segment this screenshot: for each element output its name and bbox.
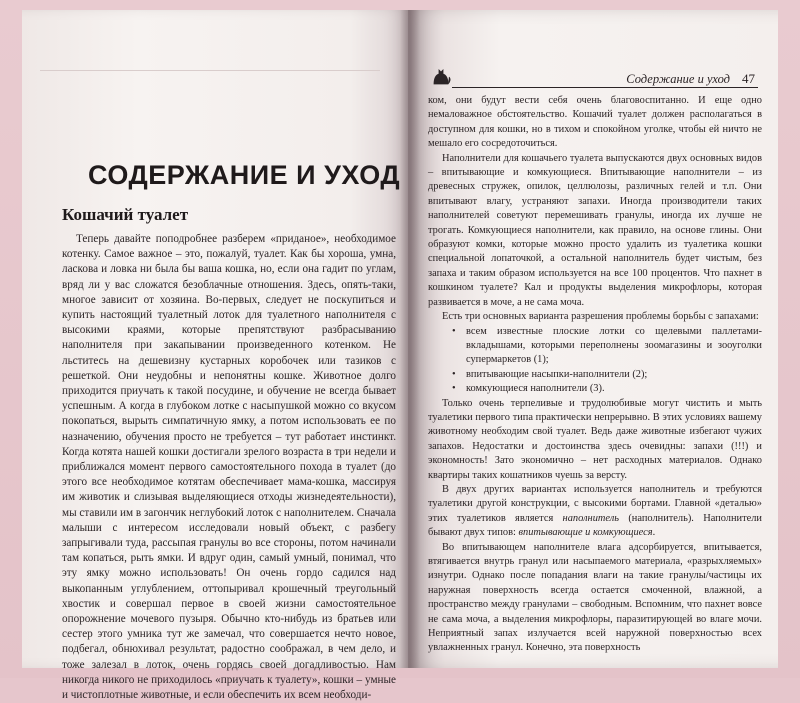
odor-solutions-list — [428, 325, 762, 397]
right-paragraph-5 — [428, 483, 762, 541]
book-gutter — [400, 10, 420, 668]
list-item: • впитывающие насыпки-наполнители (2); — [452, 368, 762, 382]
p5-term: наполнитель — [562, 512, 620, 524]
list-item: • комкующиеся наполнители (3). — [452, 382, 762, 396]
p5-mid: (наполнитель). Наполнители бывают двух типов: — [428, 512, 762, 539]
section-title: Кошачий туалет — [62, 205, 189, 224]
p5-types: впитывающие и комкующиеся — [518, 527, 653, 539]
p5-start: В двух других вариантах используется наполнитель и требуются туалетики другой конструкции, с высокими бортами. Главной «деталью» этих туалетиков является — [428, 483, 762, 524]
page-number: 47 — [742, 71, 755, 86]
cat-silhouette-icon — [430, 64, 452, 86]
running-head: Содержание и уход — [452, 71, 758, 88]
left-page-body — [62, 232, 396, 703]
right-page-body — [428, 94, 762, 656]
right-paragraph-2: Наполнители для кошачьего туалета выпускаются двух основных видов – впитывающие и комкующиеся. Впитывающие наполнители – из древесных стружек, опилок, целлюлозы, различных гелей и т.п. Они впитывают влагу, устраняют запахи. Иногда производители таких наполнителей советуют перемешивать гранулы, иногда их лучше не трогать. Комкующиеся наполнители, как правило, на основе глины. Они образуют комки, которые можно просто удалить из туалетика кошки специальной лопаточкой, а остальной наполнитель будет чистым, без запаха и таким образом используется на все 100 процентов. Что пахнет в кошкином туалете? Кал и продукты выделения микрофлоры, которая развивается в моче, а не сама моча. — [428, 152, 762, 308]
right-paragraph-3: Есть три основных варианта разрешения проблемы борьбы с запахами: — [442, 311, 759, 323]
right-paragraph-6: Во впитывающем наполнителе влага адсорбируется, впитывается, втягивается внутрь гранул или насыпаемого материала, «разрыхляемых» изнутри. Однако после попадания влаги на такие гранулы/частицы их наружная поверхность всегда остается смоченной, влажной, а пространство между гранулами – свободным. Вспомним, что пахнет вовсе не сама моча, а выделения микрофлоры, паразитирующей во влаге мочи. Неприятный запах излучается всей наружной поверхностью всех увлажненных гранул. Конечно, эта поверхность — [428, 541, 762, 654]
right-paragraph-1: ком, они будут вести себя очень благовоспитанно. И еще одно немаловажное обстоятельство. Кошачий туалет должен располагаться в доступном для кошки, но в тихом и спокойном уголке, чтобы ей ничто не мешало его сосредоточиться. — [428, 95, 762, 150]
p5-end: . — [652, 527, 656, 539]
right-paragraph-4: Только очень терпеливые и трудолюбивые могут чистить и мыть туалетики первого типа практически непрерывно. В этих условиях вашему животному необходим свой туалет. Ведь даже животные избегают чужих запахов. Недостатки и достоинства здесь очевидны: запахи (!!!) и экономность! Зато экономично – нет расходных материалов. Однако квартиры таких кошатников чуешь за версту. — [428, 397, 762, 481]
chapter-title: СОДЕРЖАНИЕ И УХОД — [88, 160, 401, 190]
bleed-through-rule — [40, 70, 380, 71]
left-paragraph-1: Теперь давайте поподробнее разберем «приданое», необходимое котенку. Самое важное – это, пожалуй, туалет. Как бы хороша, умна, ласкова и ловка ни была бы ваша кошка, но, если она гадит по углам, вряд ли у вас сложатся безоблачные отношения. Здесь, опять-таки, многое зависит от хозяина. Во-первых, следует не поскупиться и купить настоящий туалетный лоток для туалетного наполнителя с высокими краями, которые препятствуют разбрасыванию наполнителя при закапывании произведенного котенком. Не льститесь на дешевизну кустарных коробочек или тазиков с решеткой. Они неудобны и непонятны кошке. Животное долго приходится приучать к такой посудине, и обучение не всегда бывает успешным. А когда в глубоком лотке с насыпушкой можно со вкусом покопаться, вырыть симпатичную ямку, а потом использовать ее по назначению, обучения просто не требуется – тут работает инстинкт. Когда котята нашей кошки достигали зрелого возраста в три недели и приближался момент первого самостоятельного похода в туалет (до этого все необходимое котятам обеспечивает мама-кошка, массируя им животик и слизывая выделяющиеся отходы жизнедеятельности), мы ставили им в загончик неглубокий лоток с наполнителем. Сначала малыши с интересом исследовали новый объект, с разбегу запрыгивали туда, рассыпая гранулы во все стороны, потом начинали там копаться, рыть ямки. И вдруг один, самый умный, понимал, что эту ямку можно использовать! Он очень гордо садился над выкопанным углублением, оттопыривал крошечный треугольный хвостик и совершал первое в своей жизни самостоятельное опорожнение мочевого пузыря. Обычно кто-нибудь из братьев или сестер этого умника тут же замечал, что совершается нечто новое, подбегал, обнюхивал результат, радостно соображал, в чем дело, и тоже залезал в лоток, очень гордясь своей догадливостью. Нам никогда никого не приходилось «приучать к туалету», кошки – умные и чистоплотные животные, и если обеспечить их всем необходи- — [62, 233, 396, 702]
list-item: • всем известные плоские лотки со щелевыми паллетами-вкладышами, которыми переполнены зоомагазины и зооуголки супермаркетов (1); — [452, 325, 762, 368]
